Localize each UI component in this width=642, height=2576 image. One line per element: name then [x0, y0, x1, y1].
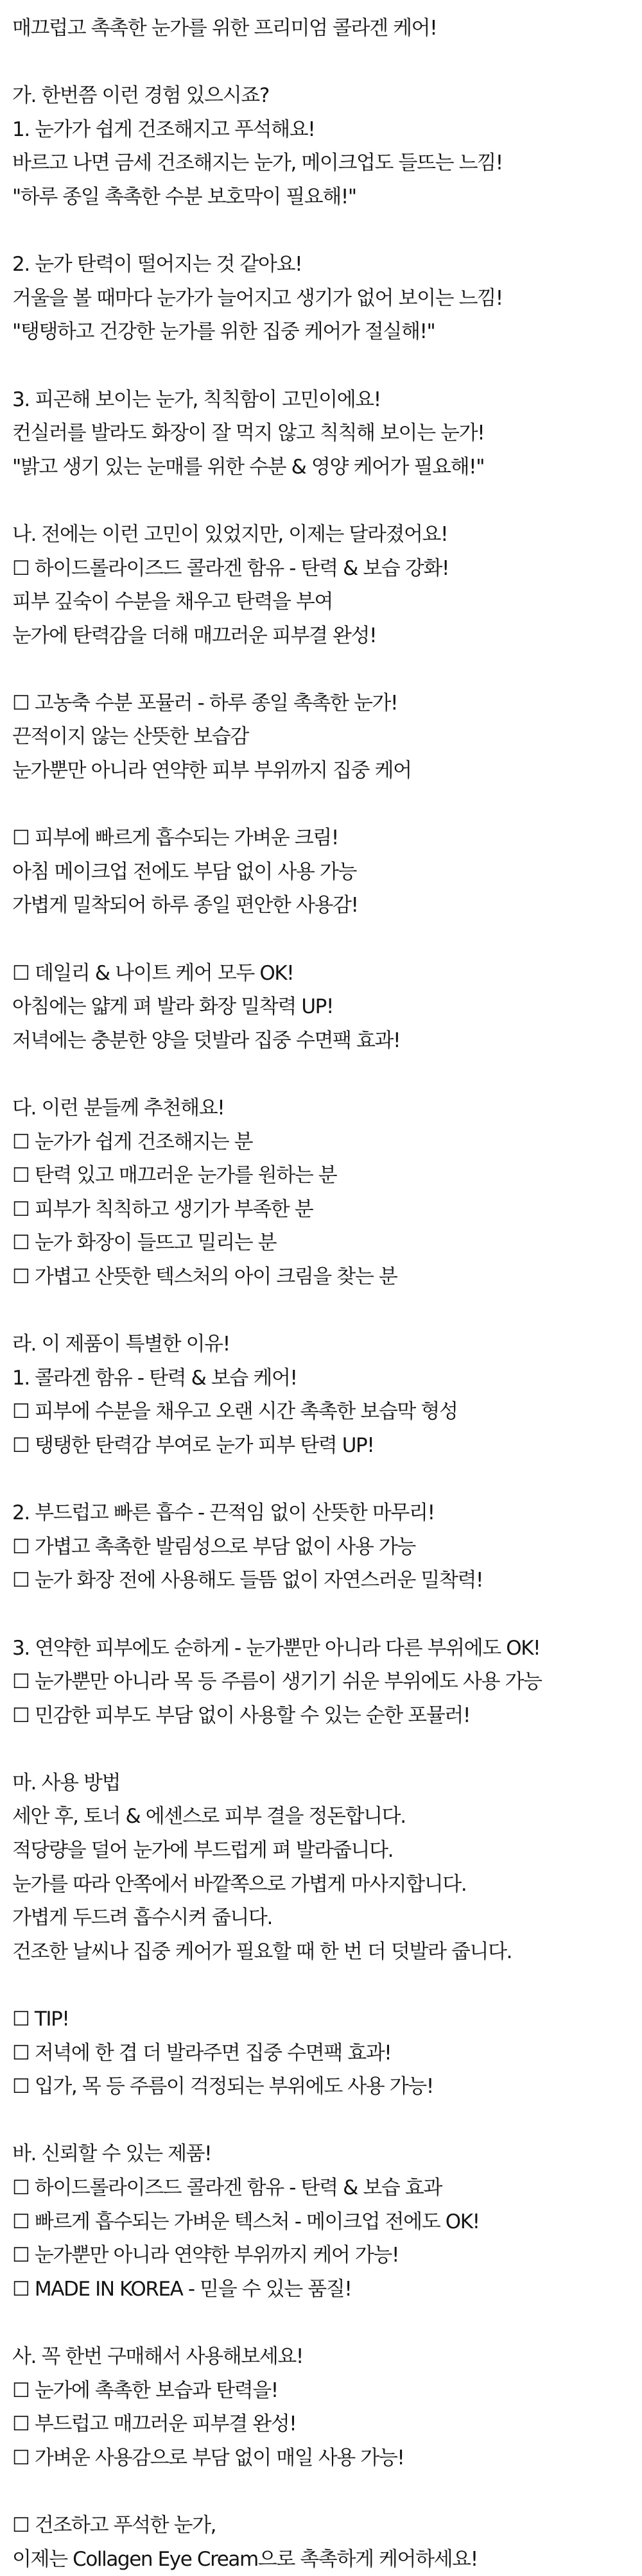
text-line: 2. 부드럽고 빠른 흡수 - 끈적임 없이 산뜻한 마무리!	[12, 1501, 435, 1525]
text-line: ☐ MADE IN KOREA - 믿을 수 있는 품질!	[12, 2277, 352, 2301]
text-line: 바르고 나면 금세 건조해지는 눈가, 메이크업도 들뜨는 느낌!	[12, 151, 503, 175]
blank-line	[12, 484, 632, 518]
text-line: 2. 눈가 탄력이 떨어지는 것 같아요!	[12, 253, 302, 277]
text-line: 아침에는 얇게 펴 발라 화장 밀착력 UP!	[12, 995, 333, 1019]
blank-line	[12, 1732, 632, 1766]
text-line: "밝고 생기 있는 눈매를 위한 수분 & 영양 케어가 필요해!"	[12, 455, 485, 479]
text-line: ☐ 탱탱한 탄력감 부여로 눈가 피부 탄력 UP!	[12, 1433, 374, 1457]
text-line: ☐ 눈가가 쉽게 건조해지는 분	[12, 1130, 253, 1154]
text-line: ☐ 피부에 수분을 채우고 오랜 시간 촉촉한 보습막 형성	[12, 1400, 458, 1424]
text-line: 매끄럽고 촉촉한 눈가를 위한 프리미엄 콜라겐 케어!	[12, 17, 437, 40]
text-line: ☐ 빠르게 흡수되는 가벼운 텍스처 - 메이크업 전에도 OK!	[12, 2210, 480, 2233]
text-line: 눈가에 탄력감을 더해 매끄러운 피부결 완성!	[12, 624, 377, 647]
blank-line	[12, 1057, 632, 1091]
text-line: ☐ 민감한 피부도 부담 없이 사용할 수 있는 순한 포뮬러!	[12, 1703, 470, 1727]
text-line: 세안 후, 토너 & 에센스로 피부 결을 정돈합니다.	[12, 1805, 406, 1829]
blank-line	[12, 214, 632, 248]
text-line: ☐ 건조하고 푸석한 눈가,	[12, 2513, 216, 2537]
text-line: 저녁에는 충분한 양을 덧발라 집중 수면팩 효과!	[12, 1028, 401, 1052]
text-line: 사. 꼭 한번 구매해서 사용해보세요!	[12, 2344, 303, 2368]
blank-line	[12, 2475, 632, 2509]
blank-line	[12, 2306, 632, 2340]
blank-line	[12, 923, 632, 957]
text-line: 눈가를 따라 안쪽에서 바깥쪽으로 가볍게 마사지합니다.	[12, 1872, 467, 1896]
text-line: 3. 피곤해 보이는 눈가, 칙칙함이 고민이에요!	[12, 388, 381, 411]
text-line: 눈가뿐만 아니라 연약한 피부 부위까지 집중 케어	[12, 759, 412, 783]
text-line: 이제는 Collagen Eye Cream으로 촉촉하게 케어하세요!	[12, 2547, 478, 2571]
text-line: ☐ 눈가에 촉촉한 보습과 탄력을!	[12, 2378, 278, 2402]
text-line: 나. 전에는 이런 고민이 있었지만, 이제는 달라졌어요!	[12, 522, 448, 546]
text-line: ☐ 저녁에 한 겹 더 발라주면 집중 수면팩 효과!	[12, 2041, 392, 2065]
blank-line	[12, 349, 632, 383]
text-line: 적당량을 덜어 눈가에 부드럽게 펴 발라줍니다.	[12, 1839, 394, 1863]
text-line: ☐ 눈가뿐만 아니라 목 등 주름이 생기기 쉬운 부위에도 사용 가능	[12, 1670, 542, 1694]
text-line: 끈적이지 않는 산뜻한 보습감	[12, 725, 248, 749]
product-description	[12, 12, 632, 2576]
text-line: ☐ 가볍고 촉촉한 발림성으로 부담 없이 사용 가능	[12, 1535, 415, 1558]
blank-line	[12, 46, 632, 80]
text-line: ☐ 부드럽고 매끄러운 피부결 완성!	[12, 2412, 297, 2436]
text-line: ☐ TIP!	[12, 2008, 69, 2031]
text-line: 컨실러를 발라도 화장이 잘 먹지 않고 칙칙해 보이는 눈가!	[12, 422, 485, 445]
blank-line	[12, 1968, 632, 2002]
text-line: "탱탱하고 건강한 눈가를 위한 집중 케어가 절실해!"	[12, 320, 435, 344]
text-line: 3. 연약한 피부에도 순하게 - 눈가뿐만 아니라 다른 부위에도 OK!	[12, 1636, 541, 1660]
text-line: 1. 눈가가 쉽게 건조해지고 푸석해요!	[12, 117, 315, 141]
text-line: 마. 사용 방법	[12, 1771, 121, 1795]
text-line: ☐ 가볍고 산뜻한 텍스처의 아이 크림을 찾는 분	[12, 1265, 397, 1288]
text-line: ☐ 고농축 수분 포뮬러 - 하루 종일 촉촉한 눈가!	[12, 691, 398, 715]
text-line: ☐ 가벼운 사용감으로 부담 없이 매일 사용 가능!	[12, 2446, 404, 2469]
text-line: 라. 이 제품이 특별한 이유!	[12, 1333, 230, 1356]
text-line: "하루 종일 촉촉한 수분 보호막이 필요해!"	[12, 185, 356, 209]
text-line: ☐ 눈가 화장이 들뜨고 밀리는 분	[12, 1231, 277, 1255]
text-line: ☐ 눈가뿐만 아니라 연약한 부위까지 케어 가능!	[12, 2244, 399, 2267]
text-line: 바. 신뢰할 수 있는 제품!	[12, 2142, 212, 2166]
text-line: 다. 이런 분들께 추천해요!	[12, 1096, 225, 1120]
text-line: 피부 깊숙이 수분을 채우고 탄력을 부여	[12, 590, 333, 614]
text-line: 건조한 날씨나 집중 케어가 필요할 때 한 번 더 덧발라 줍니다.	[12, 1940, 512, 1963]
text-line: ☐ 데일리 & 나이트 케어 모두 OK!	[12, 961, 294, 985]
text-line: ☐ 피부가 칙칙하고 생기가 부족한 분	[12, 1197, 313, 1221]
text-line: ☐ 탄력 있고 매끄러운 눈가를 원하는 분	[12, 1164, 337, 1188]
text-line: ☐ 하이드롤라이즈드 콜라겐 함유 - 탄력 & 보습 효과	[12, 2176, 442, 2199]
text-line: ☐ 피부에 빠르게 흡수되는 가벼운 크림!	[12, 826, 338, 850]
blank-line	[12, 653, 632, 687]
text-line: 1. 콜라겐 함유 - 탄력 & 보습 케어!	[12, 1366, 297, 1390]
blank-line	[12, 1598, 632, 1632]
blank-line	[12, 1463, 632, 1497]
text-line: 가볍게 두드려 흡수시켜 줍니다.	[12, 1906, 272, 1930]
text-line: ☐ 하이드롤라이즈드 콜라겐 함유 - 탄력 & 보습 강화!	[12, 556, 449, 580]
blank-line	[12, 788, 632, 822]
text-line: 가. 한번쯤 이런 경험 있으시죠?	[12, 84, 269, 108]
text-line: 아침 메이크업 전에도 부담 없이 사용 가능	[12, 860, 357, 883]
blank-line	[12, 1294, 632, 1328]
text-line: ☐ 눈가 화장 전에 사용해도 들뜸 없이 자연스러운 밀착력!	[12, 1569, 483, 1592]
text-line: ☐ 입가, 목 등 주름이 걱정되는 부위에도 사용 가능!	[12, 2075, 433, 2099]
text-line: 가볍게 밀착되어 하루 종일 편안한 사용감!	[12, 894, 358, 917]
text-line: 거울을 볼 때마다 눈가가 늘어지고 생기가 없어 보이는 느낌!	[12, 286, 503, 310]
blank-line	[12, 2104, 632, 2138]
